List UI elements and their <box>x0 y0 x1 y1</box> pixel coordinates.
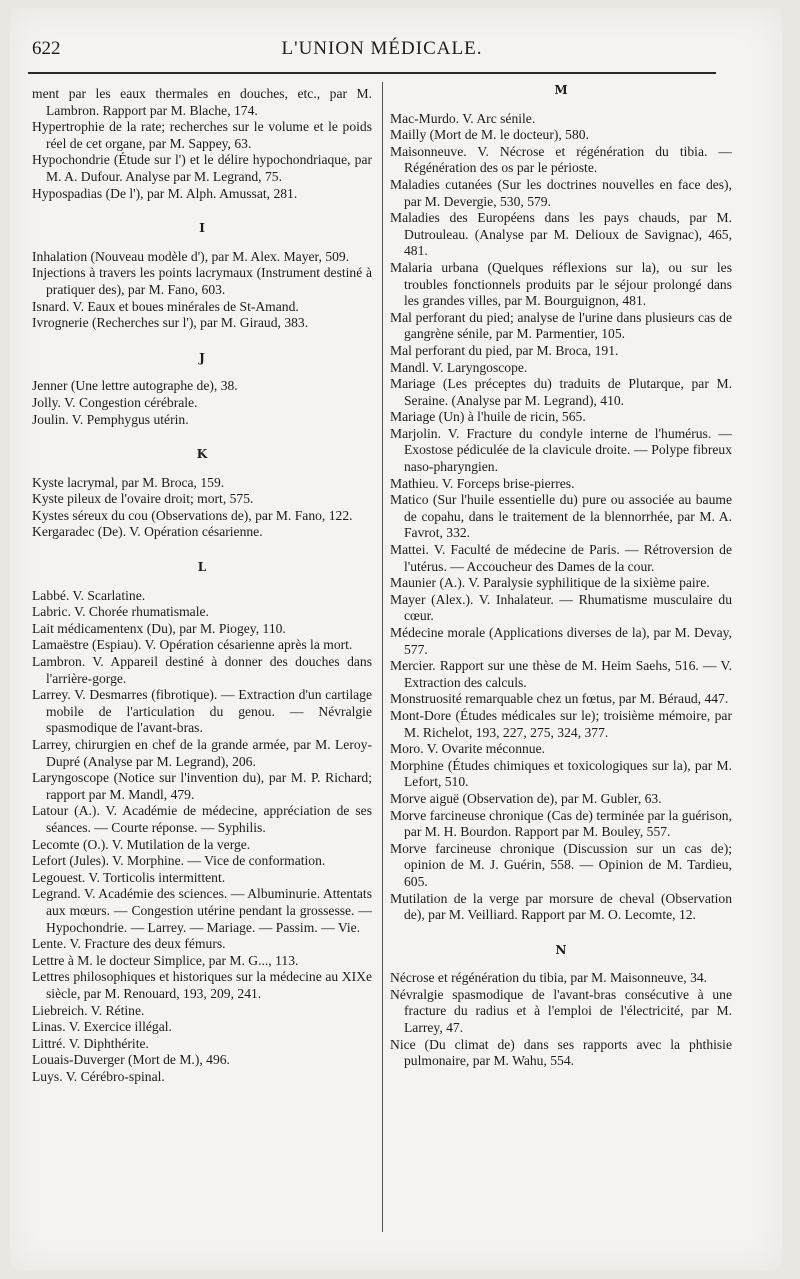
index-entry: Legrand. V. Académie des sciences. — Albuminurie. Attentats aux mœurs. — Congestion utérine pendant la grossesse. — Hypochondrie. — Larrey. — Mariage. — Passim. — Vie. <box>32 886 372 935</box>
running-title: L'UNION MÉDICALE. <box>281 38 483 59</box>
index-entry: Mal perforant du pied; analyse de l'urine dans plusieurs cas de gangrène sénile, par M. Parmentier, 105. <box>390 309 732 342</box>
section-letter: J <box>199 350 205 365</box>
index-entry: Monstruosité remarquable chez un fœtus, par M. Béraud, 447. <box>390 691 729 707</box>
index-entry: Maunier (A.). V. Paralysie syphilitique de la sixième paire. <box>390 575 710 591</box>
index-entry: Hypospadias (De l'), par M. Alph. Amussat, 281. <box>32 185 298 201</box>
index-entry: Hypochondrie (Étude sur l') et le délire hypochondriaque, par M. A. Dufour. Analyse par M. Legrand, 75. <box>32 152 372 184</box>
column-divider <box>382 82 383 1232</box>
page-header <box>32 34 732 68</box>
index-entry: Névralgie spasmodique de l'avant-bras consécutive à une fracture du radius et à l'emploi de l'électricité, par M. Larrey, 47. <box>390 986 732 1036</box>
index-entry: Mont-Dore (Études médicales sur le); troisième mémoire, par M. Richelot, 193, 227, 275, 324, 377. <box>390 707 732 740</box>
document-page <box>10 8 782 1270</box>
index-entry: Mandl. V. Laryngoscope. <box>390 359 528 375</box>
index-entry: Injections à travers les points lacrymaux (Instrument destiné à pratiquer des), par M. Fano, 603. <box>32 265 372 297</box>
left-column <box>32 86 372 1085</box>
index-entry: Lettres philosophiques et historiques sur la médecine au XIXe siècle, par M. Renouard, 193, 209, 241. <box>32 969 372 1001</box>
index-entry: Malaria urbana (Quelques réflexions sur la), ou sur les troubles fonctionnels produits par le séjour prolongé dans les grandes villes, par M. Bourguignon, 481. <box>390 259 732 309</box>
index-entry: Moro. V. Ovarite méconnue. <box>390 741 546 757</box>
index-entry: Mattei. V. Faculté de médecine de Paris. — Rétroversion de l'utérus. — Accoucheur des Dames de la cour. <box>390 542 732 574</box>
index-entry: Kystes séreux du cou (Observations de), par M. Fano, 122. <box>32 507 353 523</box>
section-letter: K <box>196 447 208 462</box>
index-entry: Lambron. V. Appareil destiné à donner des douches dans l'arrière-gorge. <box>32 654 372 686</box>
index-entry: Maisonneuve. V. Nécrose et régénération du tibia. — Régénération des os par le périoste. <box>390 143 732 176</box>
index-entry: Mal perforant du pied, par M. Broca, 191. <box>390 342 619 358</box>
index-entry: Joulin. V. Pemphygus utérin. <box>32 411 189 427</box>
index-entry: Médecine morale (Applications diverses de la), par M. Devay, 577. <box>390 625 732 657</box>
index-entry: Kergaradec (De). V. Opération césarienne. <box>32 524 263 540</box>
index-entry: Maladies des Européens dans les pays chauds, par M. Dutrouleau. (Analyse par M. Delioux de Savignac), 465, 481. <box>390 210 732 259</box>
index-entry: Mariage (Un) à l'huile de ricin, 565. <box>390 409 586 425</box>
index-entry: Mutilation de la verge par morsure de cheval (Observation de), par M. Veilliard. Rapport par M. O. Lecomte, 12. <box>390 890 732 923</box>
index-entry: Legouest. V. Torticolis intermittent. <box>32 869 226 885</box>
index-entry: Kyste pileux de l'ovaire droit; mort, 575. <box>32 491 254 507</box>
index-entry: Linas. V. Exercice illégal. <box>32 1019 172 1035</box>
index-entry: Lettre à M. le docteur Simplice, par M. G..., 113. <box>32 952 299 968</box>
index-entry: Labric. V. Chorée rhumatismale. <box>32 604 209 620</box>
index-entry: Morphine (Études chimiques et toxicologiques sur la), par M. Lefort, 510. <box>390 757 732 790</box>
index-entry: Morve farcineuse chronique (Discussion sur un cas de); opinion de M. J. Guérin, 558. — Opinion de M. Tardieu, 605. <box>390 840 732 889</box>
index-entry: Isnard. V. Eaux et boues minérales de St-Amand. <box>32 298 299 314</box>
index-entry: Lait médicamentenx (Du), par M. Piogey, 110. <box>32 620 286 636</box>
index-entry: Luys. V. Cérébro-spinal. <box>32 1068 165 1084</box>
section-letter: N <box>555 942 567 957</box>
page-number: 622 <box>32 38 61 59</box>
index-entry: Mailly (Mort de M. le docteur), 580. <box>390 127 589 143</box>
index-entry: Nice (Du climat de) dans ses rapports avec la phthisie pulmonaire, par M. Wahu, 554. <box>390 1036 732 1069</box>
index-entry: Jenner (Une lettre autographe de), 38. <box>32 378 238 394</box>
section-letter: M <box>554 83 568 97</box>
index-entry: Mayer (Alex.). V. Inhalateur. — Rhumatisme musculaire du cœur. <box>390 591 732 624</box>
index-entry: Lefort (Jules). V. Morphine. — Vice de conformation. <box>32 853 326 869</box>
index-entry: Larrey. V. Desmarres (fibrotique). — Extraction d'un cartilage mobile de l'articulation du genou. — Névralgie spasmodique de l'avant-bras. <box>32 687 372 736</box>
index-entry: Marjolin. V. Fracture du condyle interne de l'humérus. — Exostose pédiculée de la clavicule droite. — Polype fibreux naso-pharyngien. <box>390 425 732 475</box>
index-entry: Littré. V. Diphthérite. <box>32 1035 149 1051</box>
index-entry: Inhalation (Nouveau modèle d'), par M. Alex. Mayer, 509. <box>32 248 350 264</box>
index-entry: Latour (A.). V. Académie de médecine, appréciation de ses séances. — Courte réponse. — Syphilis. <box>32 803 372 835</box>
index-entry: Laryngoscope (Notice sur l'invention du), par M. P. Richard; rapport par M. Mandl, 479. <box>32 770 372 802</box>
index-entry: ment par les eaux thermales en douches, etc., par M. Lambron. Rapport par M. Blache, 174. <box>32 86 372 118</box>
index-entry: Nécrose et régénération du tibia, par M. Maisonneuve, 34. <box>390 970 708 986</box>
index-entry: Kyste lacrymal, par M. Broca, 159. <box>32 474 225 490</box>
index-entry: Lecomte (O.). V. Mutilation de la verge. <box>32 836 251 852</box>
index-entry: Larrey, chirurgien en chef de la grande armée, par M. Leroy-Dupré (Analyse par M. Legrand), 206. <box>32 737 372 769</box>
index-entry: Lente. V. Fracture des deux fémurs. <box>32 936 226 952</box>
section-letter: I <box>199 221 205 236</box>
index-entry: Liebreich. V. Rétine. <box>32 1002 145 1018</box>
index-entry: Morve aiguë (Observation de), par M. Gubler, 63. <box>390 790 662 806</box>
header-rule <box>28 72 716 74</box>
index-entry: Jolly. V. Congestion cérébrale. <box>32 394 198 410</box>
index-entry: Mathieu. V. Forceps brise-pierres. <box>390 475 575 491</box>
index-entry: Ivrognerie (Recherches sur l'), par M. Giraud, 383. <box>32 315 309 331</box>
index-entry: Mercier. Rapport sur une thèse de M. Heim Saehs, 516. — V. Extraction des calculs. <box>390 658 732 690</box>
index-entry: Louais-Duverger (Mort de M.), 496. <box>32 1052 230 1068</box>
index-entry: Mariage (Les préceptes du) traduits de Plutarque, par M. Seraine. (Analyse par M. Legrand), 410. <box>390 376 732 408</box>
index-entry: Hypertrophie de la rate; recherches sur le volume et le poids réel de cet organe, par M. Sappey, 63. <box>32 119 372 151</box>
section-letter: L <box>197 560 207 575</box>
index-entry: Labbé. V. Scarlatine. <box>32 587 146 603</box>
index-entry: Maladies cutanées (Sur les doctrines nouvelles en face des), par M. Devergie, 530, 579. <box>390 176 732 209</box>
right-column <box>390 82 732 1070</box>
index-entry: Morve farcineuse chronique (Cas de) terminée par la guérison, par M. H. Bourdon. Rapport par M. Bouley, 557. <box>390 807 732 840</box>
index-entry: Lamaëstre (Espiau). V. Opération césarienne après la mort. <box>32 637 353 653</box>
index-entry: Matico (Sur l'huile essentielle du) pure ou associée au baume de copahu, dans le traitement de la blennorrhée, par M. A. Favrot, 332. <box>390 492 732 541</box>
index-entry: Mac-Murdo. V. Arc sénile. <box>390 110 536 126</box>
